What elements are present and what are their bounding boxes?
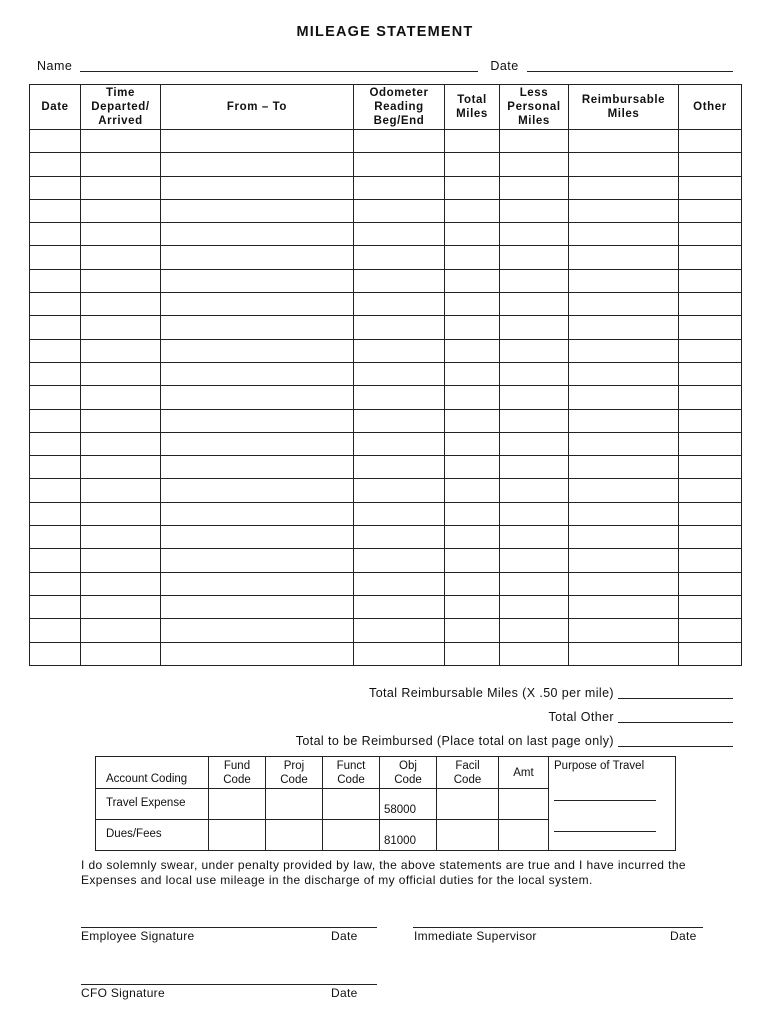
dues-amt-cell[interactable] xyxy=(499,820,549,851)
cell-date[interactable] xyxy=(30,269,81,292)
col-header-less-personal-miles: Less Personal Miles xyxy=(500,85,569,130)
cell-odometer-reading[interactable] xyxy=(354,502,445,525)
cell-total-miles[interactable] xyxy=(445,456,500,479)
fund-code-header: Fund Code xyxy=(209,757,266,789)
table-row xyxy=(30,223,742,246)
cell-total-miles[interactable] xyxy=(445,199,500,222)
cell-from-to[interactable] xyxy=(161,316,354,339)
facil-code-header: Facil Code xyxy=(437,757,499,789)
purpose-line-2[interactable] xyxy=(554,817,656,832)
cell-time-departed-arrived[interactable] xyxy=(81,619,161,642)
cell-from-to[interactable] xyxy=(161,269,354,292)
table-row xyxy=(30,246,742,269)
dues-obj-cell: 81000 xyxy=(380,820,437,851)
col-header-date: Date xyxy=(30,85,81,130)
cell-total-miles[interactable] xyxy=(445,432,500,455)
cell-total-miles[interactable] xyxy=(445,362,500,385)
cell-date[interactable] xyxy=(30,246,81,269)
form-title: MILEAGE STATEMENT xyxy=(296,24,474,40)
cell-from-to[interactable] xyxy=(161,199,354,222)
cell-time-departed-arrived[interactable] xyxy=(81,269,161,292)
purpose-of-travel-cell xyxy=(549,757,676,851)
cell-other[interactable] xyxy=(679,339,742,362)
table-row xyxy=(30,619,742,642)
cell-time-departed-arrived[interactable] xyxy=(81,595,161,618)
col-header-time-departed-arrived: Time Departed/ Arrived xyxy=(81,85,161,130)
cell-reimbursable-miles[interactable] xyxy=(569,176,679,199)
cell-date[interactable] xyxy=(30,432,81,455)
cell-odometer-reading[interactable] xyxy=(354,176,445,199)
name-field[interactable] xyxy=(80,59,478,72)
cell-date[interactable] xyxy=(30,130,81,153)
table-row xyxy=(30,456,742,479)
cell-reimbursable-miles[interactable] xyxy=(569,502,679,525)
cell-total-miles[interactable] xyxy=(445,130,500,153)
travel-proj-cell[interactable] xyxy=(266,789,323,820)
cell-reimbursable-miles[interactable] xyxy=(569,199,679,222)
cell-date[interactable] xyxy=(30,619,81,642)
cell-less-personal-miles[interactable] xyxy=(500,595,569,618)
mileage-table xyxy=(29,84,742,666)
col-header-reimbursable-miles: Reimbursable Miles xyxy=(569,85,679,130)
cell-time-departed-arrived[interactable] xyxy=(81,199,161,222)
cell-other[interactable] xyxy=(679,176,742,199)
employee-date-label: Date xyxy=(331,929,358,943)
travel-amt-cell[interactable] xyxy=(499,789,549,820)
name-label: Name xyxy=(37,59,73,73)
cell-less-personal-miles[interactable] xyxy=(500,526,569,549)
cell-from-to[interactable] xyxy=(161,572,354,595)
travel-obj-cell: 58000 xyxy=(380,789,437,820)
table-row xyxy=(30,316,742,339)
cell-date[interactable] xyxy=(30,386,81,409)
travel-facil-cell[interactable] xyxy=(437,789,499,820)
cell-total-miles[interactable] xyxy=(445,619,500,642)
cell-total-miles[interactable] xyxy=(445,502,500,525)
table-row xyxy=(30,526,742,549)
table-row xyxy=(30,409,742,432)
total-other-field[interactable] xyxy=(618,710,733,723)
cell-odometer-reading[interactable] xyxy=(354,479,445,502)
cell-date[interactable] xyxy=(30,572,81,595)
cell-reimbursable-miles[interactable] xyxy=(569,432,679,455)
cell-date[interactable] xyxy=(30,549,81,572)
cell-other[interactable] xyxy=(679,502,742,525)
total-to-be-reimbursed-field[interactable] xyxy=(618,734,733,747)
purpose-line-1[interactable] xyxy=(554,786,656,801)
cell-from-to[interactable] xyxy=(161,479,354,502)
oath-statement: I do solemnly swear, under penalty provided by law, the above statements are true and I have incurred the Expenses and local use mileage in the discharge of my official duties for the local system. xyxy=(81,858,686,887)
cell-reimbursable-miles[interactable] xyxy=(569,619,679,642)
cell-other[interactable] xyxy=(679,572,742,595)
cell-odometer-reading[interactable] xyxy=(354,246,445,269)
cell-date[interactable] xyxy=(30,362,81,385)
cell-less-personal-miles[interactable] xyxy=(500,153,569,176)
name-date-line xyxy=(37,59,737,73)
cell-date[interactable] xyxy=(30,409,81,432)
cell-other[interactable] xyxy=(679,479,742,502)
cell-other[interactable] xyxy=(679,595,742,618)
cell-date[interactable] xyxy=(30,526,81,549)
coding-header-row xyxy=(96,757,676,789)
purpose-of-travel-label: Purpose of Travel xyxy=(554,760,645,772)
travel-expense-label: Travel Expense xyxy=(96,789,209,820)
cell-date[interactable] xyxy=(30,199,81,222)
cell-odometer-reading[interactable] xyxy=(354,595,445,618)
cell-date[interactable] xyxy=(30,316,81,339)
cell-less-personal-miles[interactable] xyxy=(500,619,569,642)
table-row xyxy=(30,130,742,153)
table-row xyxy=(30,199,742,222)
cell-odometer-reading[interactable] xyxy=(354,293,445,316)
cell-from-to[interactable] xyxy=(161,293,354,316)
table-row xyxy=(30,153,742,176)
cell-reimbursable-miles[interactable] xyxy=(569,409,679,432)
cell-reimbursable-miles[interactable] xyxy=(569,479,679,502)
cell-total-miles[interactable] xyxy=(445,223,500,246)
travel-funct-cell[interactable] xyxy=(323,789,380,820)
cell-reimbursable-miles[interactable] xyxy=(569,549,679,572)
cell-time-departed-arrived[interactable] xyxy=(81,549,161,572)
supervisor-signature-label: Immediate Supervisor xyxy=(414,929,537,943)
cell-reimbursable-miles[interactable] xyxy=(569,572,679,595)
cell-odometer-reading[interactable] xyxy=(354,339,445,362)
table-header-row xyxy=(30,85,742,130)
cell-less-personal-miles[interactable] xyxy=(500,642,569,665)
cell-from-to[interactable] xyxy=(161,153,354,176)
cell-date[interactable] xyxy=(30,595,81,618)
cell-date[interactable] xyxy=(30,339,81,362)
cell-less-personal-miles[interactable] xyxy=(500,269,569,292)
proj-code-header: Proj Code xyxy=(266,757,323,789)
cell-other[interactable] xyxy=(679,246,742,269)
cell-total-miles[interactable] xyxy=(445,386,500,409)
dues-proj-cell[interactable] xyxy=(266,820,323,851)
cell-less-personal-miles[interactable] xyxy=(500,502,569,525)
date-field[interactable] xyxy=(527,59,733,72)
cell-reimbursable-miles[interactable] xyxy=(569,316,679,339)
col-header-other: Other xyxy=(679,85,742,130)
total-to-be-reimbursed xyxy=(296,734,733,748)
cell-time-departed-arrived[interactable] xyxy=(81,223,161,246)
table-row xyxy=(30,362,742,385)
table-row xyxy=(30,572,742,595)
cell-less-personal-miles[interactable] xyxy=(500,246,569,269)
cell-other[interactable] xyxy=(679,316,742,339)
cell-other[interactable] xyxy=(679,549,742,572)
total-other xyxy=(548,710,733,724)
total-to-be-reimbursed-label: Total to be Reimbursed (Place total on last page only) xyxy=(295,734,614,748)
cell-reimbursable-miles[interactable] xyxy=(569,386,679,409)
cell-time-departed-arrived[interactable] xyxy=(81,153,161,176)
cell-other[interactable] xyxy=(679,409,742,432)
cell-odometer-reading[interactable] xyxy=(354,619,445,642)
cell-date[interactable] xyxy=(30,223,81,246)
cell-less-personal-miles[interactable] xyxy=(500,293,569,316)
cell-from-to[interactable] xyxy=(161,409,354,432)
mileage-body xyxy=(30,130,742,666)
cell-reimbursable-miles[interactable] xyxy=(569,642,679,665)
cell-odometer-reading[interactable] xyxy=(354,572,445,595)
cell-time-departed-arrived[interactable] xyxy=(81,572,161,595)
cell-total-miles[interactable] xyxy=(445,572,500,595)
cell-reimbursable-miles[interactable] xyxy=(569,293,679,316)
account-coding-table xyxy=(95,756,676,851)
cell-reimbursable-miles[interactable] xyxy=(569,130,679,153)
table-row xyxy=(30,386,742,409)
col-header-total-miles: Total Miles xyxy=(445,85,500,130)
cell-odometer-reading[interactable] xyxy=(354,223,445,246)
cell-from-to[interactable] xyxy=(161,362,354,385)
cell-reimbursable-miles[interactable] xyxy=(569,456,679,479)
cell-from-to[interactable] xyxy=(161,339,354,362)
table-row xyxy=(30,479,742,502)
cell-less-personal-miles[interactable] xyxy=(500,199,569,222)
cell-other[interactable] xyxy=(679,619,742,642)
cell-total-miles[interactable] xyxy=(445,595,500,618)
cell-other[interactable] xyxy=(679,362,742,385)
cell-less-personal-miles[interactable] xyxy=(500,316,569,339)
date-label: Date xyxy=(490,59,519,73)
cell-odometer-reading[interactable] xyxy=(354,386,445,409)
cell-other[interactable] xyxy=(679,526,742,549)
cell-reimbursable-miles[interactable] xyxy=(569,595,679,618)
cell-from-to[interactable] xyxy=(161,432,354,455)
table-row xyxy=(30,432,742,455)
cell-total-miles[interactable] xyxy=(445,153,500,176)
cell-total-miles[interactable] xyxy=(445,269,500,292)
cell-less-personal-miles[interactable] xyxy=(500,456,569,479)
cell-date[interactable] xyxy=(30,456,81,479)
cell-time-departed-arrived[interactable] xyxy=(81,339,161,362)
total-reimbursable-miles-field[interactable] xyxy=(618,686,733,699)
cell-date[interactable] xyxy=(30,479,81,502)
cell-reimbursable-miles[interactable] xyxy=(569,223,679,246)
cell-other[interactable] xyxy=(679,386,742,409)
cell-total-miles[interactable] xyxy=(445,642,500,665)
cell-other[interactable] xyxy=(679,456,742,479)
supervisor-signature-line[interactable] xyxy=(413,927,703,928)
cell-less-personal-miles[interactable] xyxy=(500,339,569,362)
cell-time-departed-arrived[interactable] xyxy=(81,479,161,502)
cell-odometer-reading[interactable] xyxy=(354,549,445,572)
table-row xyxy=(30,339,742,362)
cell-other[interactable] xyxy=(679,153,742,176)
cell-time-departed-arrived[interactable] xyxy=(81,456,161,479)
employee-signature-label: Employee Signature xyxy=(81,929,195,943)
cell-reimbursable-miles[interactable] xyxy=(569,153,679,176)
dues-fund-cell[interactable] xyxy=(209,820,266,851)
cell-time-departed-arrived[interactable] xyxy=(81,293,161,316)
cell-less-personal-miles[interactable] xyxy=(500,386,569,409)
table-row xyxy=(30,502,742,525)
cell-reimbursable-miles[interactable] xyxy=(569,269,679,292)
cell-from-to[interactable] xyxy=(161,526,354,549)
cell-odometer-reading[interactable] xyxy=(354,642,445,665)
cell-odometer-reading[interactable] xyxy=(354,432,445,455)
funct-code-header: Funct Code xyxy=(323,757,380,789)
cell-other[interactable] xyxy=(679,130,742,153)
col-header-from-to: From – To xyxy=(161,85,354,130)
table-row xyxy=(30,176,742,199)
cell-less-personal-miles[interactable] xyxy=(500,176,569,199)
cell-less-personal-miles[interactable] xyxy=(500,362,569,385)
cell-reimbursable-miles[interactable] xyxy=(569,339,679,362)
cell-total-miles[interactable] xyxy=(445,176,500,199)
cell-other[interactable] xyxy=(679,432,742,455)
cell-total-miles[interactable] xyxy=(445,316,500,339)
cell-total-miles[interactable] xyxy=(445,479,500,502)
table-row xyxy=(30,293,742,316)
cell-less-personal-miles[interactable] xyxy=(500,130,569,153)
cell-from-to[interactable] xyxy=(161,176,354,199)
cell-date[interactable] xyxy=(30,176,81,199)
cell-other[interactable] xyxy=(679,199,742,222)
cfo-signature-label: CFO Signature xyxy=(81,986,165,1000)
obj-code-header: Obj Code xyxy=(380,757,437,789)
cell-reimbursable-miles[interactable] xyxy=(569,246,679,269)
cell-time-departed-arrived[interactable] xyxy=(81,362,161,385)
cell-less-personal-miles[interactable] xyxy=(500,572,569,595)
cell-less-personal-miles[interactable] xyxy=(500,223,569,246)
cell-date[interactable] xyxy=(30,502,81,525)
cfo-signature-line[interactable] xyxy=(81,984,377,985)
dues-facil-cell[interactable] xyxy=(437,820,499,851)
cell-date[interactable] xyxy=(30,642,81,665)
cell-date[interactable] xyxy=(30,153,81,176)
cell-time-departed-arrived[interactable] xyxy=(81,176,161,199)
cell-from-to[interactable] xyxy=(161,642,354,665)
cell-total-miles[interactable] xyxy=(445,409,500,432)
dues-funct-cell[interactable] xyxy=(323,820,380,851)
cell-time-departed-arrived[interactable] xyxy=(81,526,161,549)
cell-reimbursable-miles[interactable] xyxy=(569,526,679,549)
cell-other[interactable] xyxy=(679,223,742,246)
cell-odometer-reading[interactable] xyxy=(354,269,445,292)
cell-odometer-reading[interactable] xyxy=(354,456,445,479)
cell-odometer-reading[interactable] xyxy=(354,362,445,385)
employee-signature-line[interactable] xyxy=(81,927,377,928)
cell-from-to[interactable] xyxy=(161,595,354,618)
table-row xyxy=(30,269,742,292)
table-row xyxy=(30,642,742,665)
cell-less-personal-miles[interactable] xyxy=(500,479,569,502)
cell-other[interactable] xyxy=(679,293,742,316)
cell-total-miles[interactable] xyxy=(445,246,500,269)
cell-reimbursable-miles[interactable] xyxy=(569,362,679,385)
cell-from-to[interactable] xyxy=(161,549,354,572)
cell-from-to[interactable] xyxy=(161,619,354,642)
cell-odometer-reading[interactable] xyxy=(354,409,445,432)
cell-total-miles[interactable] xyxy=(445,293,500,316)
table-row xyxy=(30,595,742,618)
travel-fund-cell[interactable] xyxy=(209,789,266,820)
cell-time-departed-arrived[interactable] xyxy=(81,432,161,455)
cfo-date-label: Date xyxy=(331,986,358,1000)
supervisor-date-label: Date xyxy=(670,929,697,943)
account-coding-label: Account Coding xyxy=(96,757,209,789)
cell-less-personal-miles[interactable] xyxy=(500,409,569,432)
cell-other[interactable] xyxy=(679,642,742,665)
total-reimbursable-miles xyxy=(369,686,733,700)
total-other-label: Total Other xyxy=(548,710,614,724)
cell-from-to[interactable] xyxy=(161,502,354,525)
cell-other[interactable] xyxy=(679,269,742,292)
cell-odometer-reading[interactable] xyxy=(354,199,445,222)
cell-total-miles[interactable] xyxy=(445,339,500,362)
cell-time-departed-arrived[interactable] xyxy=(81,130,161,153)
cell-odometer-reading[interactable] xyxy=(354,316,445,339)
cell-from-to[interactable] xyxy=(161,386,354,409)
cell-time-departed-arrived[interactable] xyxy=(81,246,161,269)
cell-time-departed-arrived[interactable] xyxy=(81,502,161,525)
cell-date[interactable] xyxy=(30,293,81,316)
cell-less-personal-miles[interactable] xyxy=(500,549,569,572)
col-header-odometer-reading: Odometer Reading Beg/End xyxy=(354,85,445,130)
amt-header: Amt xyxy=(499,757,549,789)
total-reimbursable-miles-label: Total Reimbursable Miles (X .50 per mile) xyxy=(369,686,614,700)
cell-from-to[interactable] xyxy=(161,223,354,246)
cell-time-departed-arrived[interactable] xyxy=(81,316,161,339)
cell-odometer-reading[interactable] xyxy=(354,130,445,153)
table-row xyxy=(30,549,742,572)
cell-odometer-reading[interactable] xyxy=(354,153,445,176)
cell-time-departed-arrived[interactable] xyxy=(81,409,161,432)
cell-from-to[interactable] xyxy=(161,246,354,269)
cell-from-to[interactable] xyxy=(161,456,354,479)
cell-time-departed-arrived[interactable] xyxy=(81,642,161,665)
cell-odometer-reading[interactable] xyxy=(354,526,445,549)
cell-from-to[interactable] xyxy=(161,130,354,153)
cell-time-departed-arrived[interactable] xyxy=(81,386,161,409)
cell-total-miles[interactable] xyxy=(445,526,500,549)
cell-less-personal-miles[interactable] xyxy=(500,432,569,455)
cell-total-miles[interactable] xyxy=(445,549,500,572)
dues-fees-label: Dues/Fees xyxy=(96,820,209,851)
